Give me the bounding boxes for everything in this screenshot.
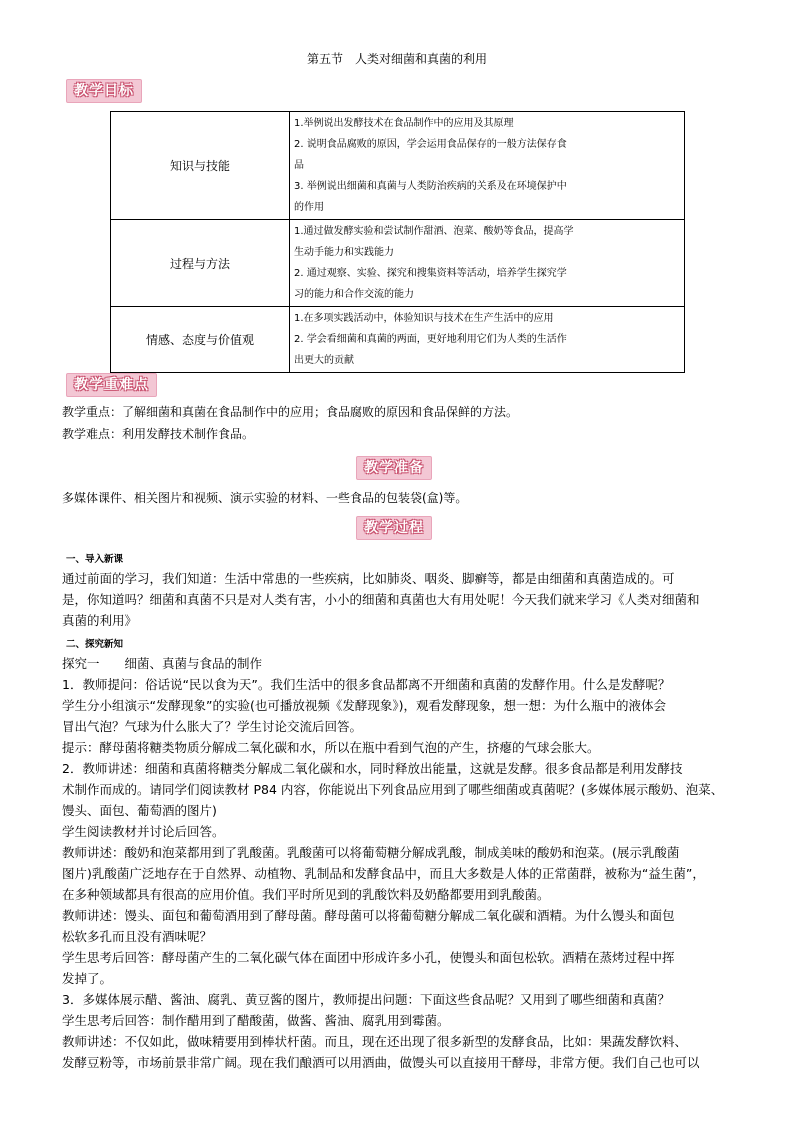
goals-line: 1.举例说出发酵技术在食品制作中的应用及其原理 (294, 118, 514, 129)
goals-table (110, 111, 685, 373)
goals-content (290, 220, 685, 307)
goals-line: 1.在多项实践活动中，体验知识与技术在生产生活中的应用 (294, 313, 554, 324)
goals-category: 知识与技能 (111, 112, 290, 220)
goals-category: 过程与方法 (111, 220, 290, 307)
goals-line: 2. 学会看细菌和真菌的两面，更好地利用它们为人类的生活作 (294, 334, 567, 345)
key-focus: 教学重点：了解细菌和真菌在食品制作中的应用；食品腐败的原因和食品保鲜的方法。 (62, 405, 519, 419)
goals-line: 习的能力和合作交流的能力 (294, 289, 414, 300)
goals-content (290, 112, 685, 220)
body-line: 教师讲述：馒头、面包和葡萄酒用到了酵母菌。酵母菌可以将葡萄糖分解成二氧化碳和酒精。为什么馒头和面包 (62, 908, 675, 923)
body-line: 教师讲述：不仅如此，做味精要用到棒状杆菌。而且，现在还出现了很多新型的发酵食品，比如：果蔬发酵饮料、 (62, 1034, 688, 1049)
intro-line: 真菌的利用》 (62, 613, 138, 628)
page-title: 第五节 人类对细菌和真菌的利用 (306, 52, 487, 66)
table-row (111, 220, 685, 307)
badge-teaching-goals: 教学目标 (66, 79, 142, 103)
body-line: 发酵豆粉等，市场前景非常广阔。现在我们酿酒可以用酒曲，做馒头可以直接用干酵母，非常方便。我们自己也可以 (62, 1055, 700, 1070)
body-line: 馒头、面包、葡萄酒的图片) (62, 803, 217, 818)
section-heading-explore: 二、探究新知 (66, 639, 124, 650)
body-line: 学生阅读教材并讨论后回答。 (62, 824, 225, 839)
goals-content (290, 307, 685, 373)
body-line: 发掉了。 (62, 971, 113, 986)
goals-line: 3. 举例说出细菌和真菌与人类防治疾病的关系及在环境保护中 (294, 181, 567, 192)
body-line: 松软多孔而且没有酒味呢？ (62, 929, 213, 944)
goals-line: 出更大的贡献 (294, 355, 354, 366)
explore-body (62, 653, 762, 1073)
body-line: 学生分小组演示“发酵现象”的实验(也可播放视频《发酵现象》)，观看发酵现象，想一想：为什么瓶中的液体会 (62, 698, 666, 713)
table-row (111, 307, 685, 373)
goals-line: 2. 说明食品腐败的原因，学会运用食品保存的一般方法保存食 (294, 139, 567, 150)
body-line: 在多种领域都具有很高的应用价值。我们平时所见到的乳酸饮料及奶酪都要用到乳酸菌。 (62, 887, 550, 902)
goals-line: 2. 通过观察、实验、探究和搜集资料等活动，培养学生探究学 (294, 268, 567, 279)
intro-line: 通过前面的学习，我们知道：生活中常患的一些疾病，比如肺炎、咽炎、脚癣等，都是由细菌和真菌造成的。可 (62, 571, 675, 586)
section-heading-intro: 一、导入新课 (66, 554, 124, 565)
body-line: 1．教师提问：俗话说“民以食为天”。我们生活中的很多食品都离不开细菌和真菌的发酵作用。什么是发酵呢？ (62, 677, 671, 692)
body-line: 术制作而成的。请同学们阅读教材 P84 内容，你能说出下列食品应用到了哪些细菌或真菌呢？(多媒体展示酸奶、泡菜、 (62, 782, 724, 797)
intro-paragraph (62, 568, 762, 631)
goals-category: 情感、态度与价值观 (111, 307, 290, 373)
badge-key-points: 教学重难点 (66, 373, 157, 397)
key-difficulty: 教学难点：利用发酵技术制作食品。 (62, 427, 255, 441)
goals-line: 生动手能力和实践能力 (294, 247, 394, 258)
body-line: 提示：酵母菌将糖类物质分解成二氧化碳和水，所以在瓶中看到气泡的产生，挤瘪的气球会胀大。 (62, 740, 600, 755)
body-line: 探究一 细菌、真菌与食品的制作 (62, 656, 263, 671)
body-line: 学生思考后回答：酵母菌产生的二氧化碳气体在面团中形成许多小孔，使馒头和面包松软。酒精在蒸烤过程中挥 (62, 950, 675, 965)
prep-text: 多媒体课件、相关图片和视频、演示实验的材料、一些食品的包装袋(盒)等。 (62, 491, 468, 505)
body-line: 学生思考后回答：制作醋用到了醋酸菌，做酱、酱油、腐乳用到霉菌。 (62, 1013, 450, 1028)
body-line: 3．多媒体展示醋、酱油、腐乳、黄豆酱的图片，教师提出问题：下面这些食品呢？又用到了哪些细菌和真菌？ (62, 992, 670, 1007)
table-row (111, 112, 685, 220)
goals-line: 品 (294, 160, 304, 171)
body-line: 2．教师讲述：细菌和真菌将糖类分解成二氧化碳和水，同时释放出能量，这就是发酵。很多食品都是利用发酵技 (62, 761, 683, 776)
goals-line: 的作用 (294, 202, 324, 213)
body-line: 图片)乳酸菌广泛地存在于自然界、动植物、乳制品和发酵食品中，而且大多数是人体的正常菌群，被称为“益生菌”， (62, 866, 705, 881)
intro-line: 是，你知道吗？细菌和真菌不只是对人类有害，小小的细菌和真菌也大有用处呢！今天我们就来学习《人类对细菌和 (62, 592, 700, 607)
body-line: 教师讲述：酸奶和泡菜都用到了乳酸菌。乳酸菌可以将葡萄糖分解成乳酸，制成美味的酸奶和泡菜。(展示乳酸菌 (62, 845, 680, 860)
badge-teaching-process: 教学过程 (356, 516, 432, 540)
goals-line: 1.通过做发酵实验和尝试制作甜酒、泡菜、酸奶等食品，提高学 (294, 226, 574, 237)
body-line: 冒出气泡？气球为什么胀大了？学生讨论交流后回答。 (62, 719, 363, 734)
badge-teaching-prep: 教学准备 (356, 456, 432, 480)
